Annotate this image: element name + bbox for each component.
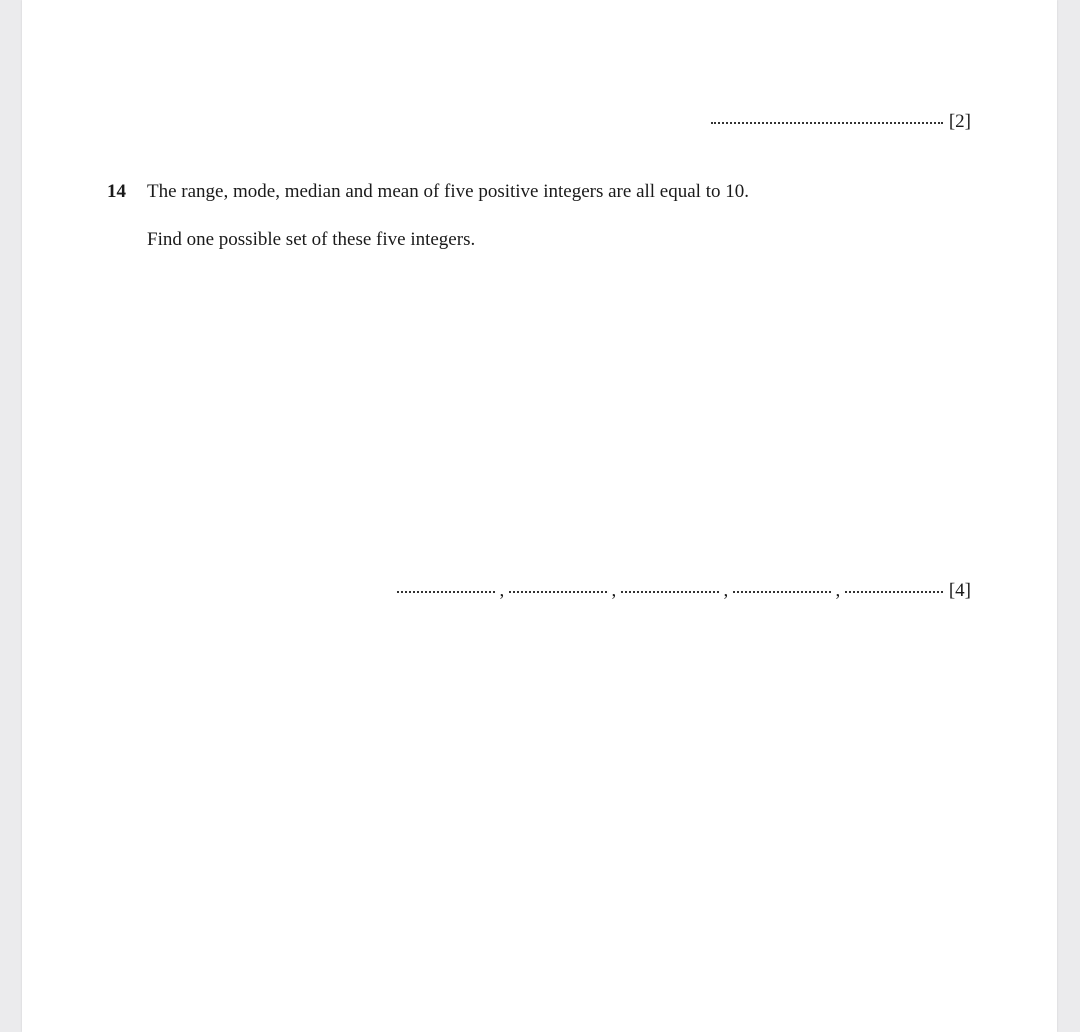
- question-marks: [4]: [948, 580, 971, 601]
- answer-blank-5[interactable]: [845, 591, 943, 593]
- comma-separator: ,: [835, 580, 841, 601]
- previous-marks: [2]: [948, 111, 971, 132]
- answer-blank-2[interactable]: [509, 591, 607, 593]
- integers-answer-line: [397, 580, 971, 602]
- answer-blank-3[interactable]: [621, 591, 719, 593]
- question-number: 14: [107, 181, 126, 202]
- answer-blank-4[interactable]: [733, 591, 831, 593]
- answer-blank-1[interactable]: [397, 591, 495, 593]
- question-instruction: Find one possible set of these five integers.: [147, 229, 476, 250]
- comma-separator: ,: [611, 580, 617, 601]
- comma-separator: ,: [723, 580, 729, 601]
- question-text: The range, mode, median and mean of five positive integers are all equal to 10.: [147, 181, 749, 202]
- comma-separator: ,: [499, 580, 505, 601]
- previous-answer-line: [711, 111, 971, 133]
- answer-blank[interactable]: [711, 122, 943, 124]
- exam-page: [22, 0, 1057, 1032]
